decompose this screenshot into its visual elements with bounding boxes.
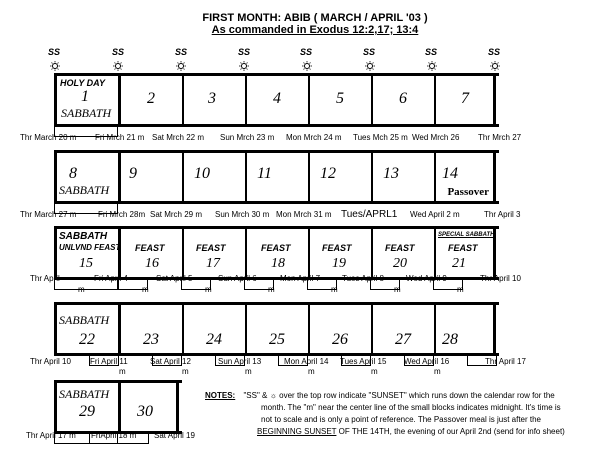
feast-label: FEAST [385,243,415,253]
midnight-marker: m [245,367,252,376]
sunset-label: SS [488,47,501,57]
date-label: Sun April 13 [218,357,262,366]
day-number: 10 [194,165,210,182]
date-label: Thr March 20 m [20,133,77,142]
page-subtitle: As commanded in Exodus 12:2,17; 13:4 [211,24,419,36]
date-label: Sat Mrch 22 m [152,133,205,142]
date-label: Tues/APRL1 [341,209,398,220]
day-number: 29 [79,403,95,420]
sunset-icon [490,61,500,71]
day-cell-22[interactable] [57,305,121,353]
feast-label: FEAST [322,243,352,253]
day-number: 9 [129,165,137,182]
day-number: 21 [452,256,466,271]
date-label: Wed Mrch 26 [412,133,460,142]
holy-day-label: HOLY DAY [60,78,106,88]
date-label: Fri April 11 [90,357,128,366]
day-number: 24 [206,331,222,348]
midnight-marker: m [182,367,189,376]
date-label: Sun Mrch 30 m [215,210,270,219]
day-number: 8 [69,165,77,182]
day-number: 27 [395,331,411,348]
day-cell-20[interactable] [373,229,436,277]
day-cell-28[interactable] [436,305,496,353]
date-label: Wed April 2 m [410,210,460,219]
date-label: Mon Mrch 24 m [286,133,342,142]
day-cell-19[interactable] [310,229,373,277]
date-label: Sat Mrch 29 m [150,210,203,219]
day-number: 17 [206,256,220,271]
day-number: 30 [137,403,153,420]
day-number: 2 [147,90,155,107]
date-label: Tues April 8 [342,274,384,283]
sunset-icon [50,61,60,71]
date-label: Thr Mrch 27 [478,133,522,142]
date-label: Mon April 14 [284,357,329,366]
day-number: 19 [332,256,346,271]
date-row-3 [0,274,608,284]
day-cell-17[interactable] [184,229,247,277]
date-label: Thr April 3 [484,210,521,219]
sabbath-label: SABBATH [59,313,110,327]
sunset-label: SS [425,47,438,57]
date-row-2 [0,210,608,220]
page-title: FIRST MONTH: ABIB ( MARCH / APRIL '03 ) [202,12,428,24]
date-label: Thr March 27 m [20,210,77,219]
week-row-2 [54,150,499,204]
feast-label: FEAST [261,243,291,253]
notes-line: OF THE 14TH, the evening of our April 2nd (send for info sheet) [336,427,565,436]
sunset-icon [239,61,249,71]
special-sabbath-label: SPECIAL SABBATH [438,232,495,238]
date-label: Sun April 6 [218,274,257,283]
feast-label: FEAST [448,243,478,253]
day-cell-18[interactable] [247,229,310,277]
date-label: Thr April [30,274,60,283]
notes-line: "SS" & ☼ over the top row indicate "SUNSET" which runs down the calendar row for the [243,391,555,400]
midnight-marker: m [394,285,401,294]
day-cell-6[interactable] [373,76,436,124]
day-cell-4[interactable] [247,76,310,124]
sunset-icon [302,61,312,71]
date-label: Thr April 17 [485,357,526,366]
sunset-icon [176,61,186,71]
day-number: 3 [208,90,216,107]
date-label: Sat April 19 [154,431,195,440]
day-number: 23 [143,331,159,348]
date-row-4 [0,357,608,367]
notes-block [205,390,605,438]
notes-line: not to scale and is only a point of reference. The Passover meal is just after the [261,415,542,424]
day-cell-15[interactable] [57,229,121,277]
day-cell-27[interactable] [373,305,436,353]
unleavened-feast-label: UNLVND FEAST [59,243,121,252]
midnight-marker: m [268,285,275,294]
day-cell-29[interactable] [57,383,121,431]
midnight-marker: m [308,367,315,376]
date-label: Wed April 16 [404,357,450,366]
day-cell-16[interactable] [121,229,184,277]
day-number: 11 [257,165,272,182]
date-label: Fri Mrch 28m [98,210,146,219]
date-label: Sun Mrch 23 m [220,133,275,142]
sabbath-label: SABBATH [59,183,110,197]
day-number: 26 [332,331,348,348]
date-label: Fri April 4 [94,274,128,283]
date-label: Sat April 12 [150,357,191,366]
date-label: Tues Mch 25 m [353,133,408,142]
date-row-1 [0,133,608,143]
sunset-label: SS [48,47,61,57]
day-cell-23[interactable] [121,305,184,353]
midnight-marker: m [457,285,464,294]
date-label: Mon April 7 [280,274,321,283]
day-cell-10[interactable] [184,153,247,201]
day-number: 16 [145,256,159,271]
date-label: Thr April 10 [480,274,521,283]
date-label: Mon Mrch 31 m [276,210,332,219]
sabbath-label: SABBATH [59,387,110,401]
notes-emphasis: BEGINNING SUNSET [257,427,337,436]
midnight-marker: m [331,285,338,294]
sunset-icon [113,61,123,71]
midnight-marker: m [371,367,378,376]
day-cell-21[interactable] [436,229,496,277]
midnight-marker: m [205,285,212,294]
day-number: 15 [79,256,93,271]
sunset-label: SS [175,47,188,57]
day-number: 20 [393,256,407,271]
day-cell-24[interactable] [184,305,247,353]
sunset-icon [365,61,375,71]
day-cell-5[interactable] [310,76,373,124]
date-label: Sat April 5 [156,274,193,283]
day-number: 18 [271,256,285,271]
day-number: 7 [461,90,469,107]
day-number: 22 [79,331,95,348]
week-row-5 [54,380,182,434]
sunset-label: SS [238,47,251,57]
passover-label: Passover [447,186,489,198]
week-row-1 [54,73,499,127]
midnight-marker: m [78,285,85,294]
notes-line: month. The "m" near the center line of the small blocks indicates midnight. It's time is [261,403,561,412]
day-number: 6 [399,90,407,107]
sabbath-label: SABBATH [61,106,112,120]
day-cell-9[interactable] [121,153,184,201]
date-label: Thr April 10 [30,357,71,366]
day-number: 25 [269,331,285,348]
midnight-marker: m [142,285,149,294]
sunset-label: SS [112,47,125,57]
day-number: 5 [336,90,344,107]
midnight-marker: m [119,367,126,376]
day-cell-7[interactable] [436,76,496,124]
day-cell-26[interactable] [310,305,373,353]
day-number: 13 [383,165,399,182]
day-cell-30[interactable] [121,383,179,431]
day-cell-25[interactable] [247,305,310,353]
sunset-label: SS [363,47,376,57]
sunset-label: SS [300,47,313,57]
date-label: Fri Mrch 21 m [95,133,145,142]
day-number: 4 [273,90,281,107]
day-number: 28 [442,331,458,348]
day-cell-8[interactable] [57,153,121,201]
feast-label: FEAST [135,243,165,253]
sabbath-label: SABBATH [59,231,108,242]
date-label: Thr April 17 m [26,431,76,440]
day-cell-1[interactable] [57,76,121,124]
feast-label: FEAST [196,243,226,253]
day-number: 14 [442,165,458,182]
date-label: Tues April 15 [340,357,387,366]
week-row-3 [54,226,499,280]
midnight-marker: m [434,367,441,376]
date-label: FriApril 18 m [91,431,137,440]
day-cell-11[interactable] [247,153,310,201]
day-cell-14[interactable] [436,153,496,201]
day-number: 12 [320,165,336,182]
day-cell-3[interactable] [184,76,247,124]
notes-label: NOTES: [205,391,236,400]
sunset-icon [427,61,437,71]
day-cell-12[interactable] [310,153,373,201]
date-label: Wed April 9 [406,274,447,283]
day-cell-13[interactable] [373,153,436,201]
day-cell-2[interactable] [121,76,184,124]
week-row-4 [54,302,499,356]
day-number: 1 [81,88,89,105]
